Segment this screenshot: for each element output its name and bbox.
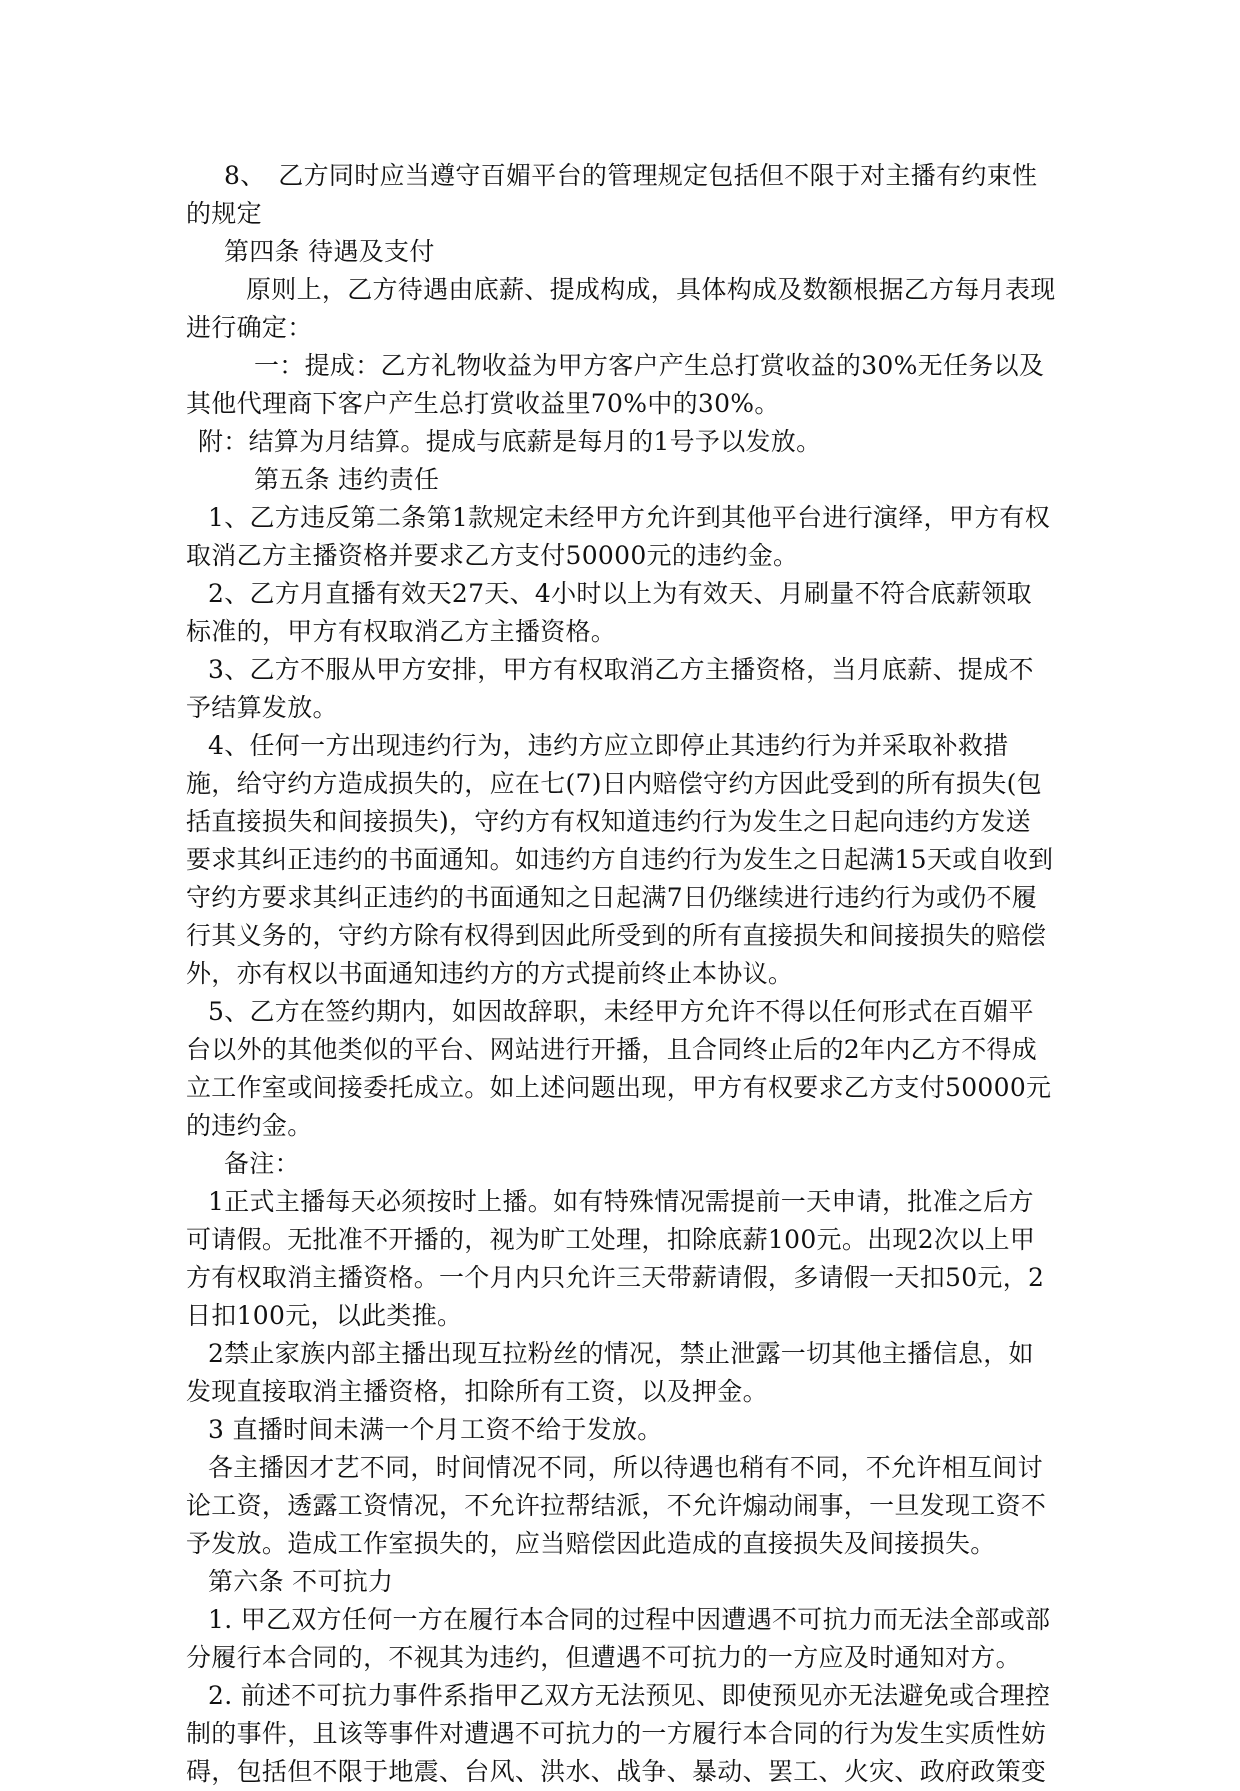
- article-4-commission-paragraph: 一：提成：乙方礼物收益为甲方客户产生总打赏收益的30%无任务以及其他代理商下客户产生总打赏收益里70%中的30%。: [186, 351, 1045, 418]
- article-5-item-4: 4、任何一方出现违约行为，违约方应立即停止其违约行为并采取补救措施，给守约方造成损失的，应在七(7)日内赔偿守约方因此受到的所有损失(包括直接损失和间接损失)，守约方有权知道违约行为发生之日起向违约方发送要求其纠正违约的书面通知。如违约方自违约行为发生之日起满15天或自收到守约方要求其纠正违约的书面通知之日起满7日仍继续进行违约行为或仍不履行其义务的，守约方除有权得到因此所受到的所有直接损失和间接损失的赔偿外，亦有权以书面通知违约方的方式提前终止本协议。: [186, 731, 1054, 988]
- document-body: [186, 157, 1056, 1791]
- article-5-item-3: 3、乙方不服从甲方安排，甲方有权取消乙方主播资格，当月底薪、提成不予结算发放。: [186, 655, 1034, 722]
- remark-2: 2禁止家族内部主播出现互拉粉丝的情况，禁止泄露一切其他主播信息，如发现直接取消主播资格，扣除所有工资，以及押金。: [186, 1339, 1034, 1406]
- article-6-heading: 第六条 不可抗力: [208, 1567, 394, 1596]
- remark-1: 1正式主播每天必须按时上播。如有特殊情况需提前一天申请，批准之后方可请假。无批准不开播的，视为旷工处理，扣除底薪100元。出现2次以上甲方有权取消主播资格。一个月内只允许三天带薪请假，多请假一天扣50元，2日扣100元，以此类推。: [186, 1187, 1045, 1330]
- article-6-item-1: 1. 甲乙双方任何一方在履行本合同的过程中因遭遇不可抗力而无法全部或部分履行本合同的，不视其为违约，但遭遇不可抗力的一方应及时通知对方。: [186, 1605, 1051, 1672]
- remark-3: 3 直播时间未满一个月工资不给于发放。: [208, 1415, 663, 1444]
- article-4-heading: 第四条 待遇及支付: [224, 237, 435, 266]
- article-6-item-2: 2. 前述不可抗力事件系指甲乙双方无法预见、即使预见亦无法避免或合理控制的事件，且该等事件对遭遇不可抗力的一方履行本合同的行为发生实质性妨碍，包括但不限于地震、台风、洪水、战争、暴动、罢工、火灾、政府政策变: [186, 1681, 1051, 1786]
- article-5-item-5: 5、乙方在签约期内，如因故辞职，未经甲方允许不得以任何形式在百媚平台以外的其他类似的平台、网站进行开播，且合同终止后的2年内乙方不得成立工作室或间接委托成立。如上述问题出现，甲方有权要求乙方支付50000元的违约金。: [186, 997, 1052, 1140]
- article-5-item-2: 2、乙方月直播有效天27天、4小时以上为有效天、月刷量不符合底薪领取标准的，甲方有权取消乙方主播资格。: [186, 579, 1032, 646]
- article-4-intro-paragraph: 原则上，乙方待遇由底薪、提成构成，具体构成及数额根据乙方每月表现进行确定：: [186, 275, 1056, 342]
- article-5-heading: 第五条 违约责任: [254, 465, 440, 494]
- remarks-heading: 备注：: [224, 1149, 300, 1178]
- article-4-settlement-note: 附：结算为月结算。提成与底薪是每月的1号予以发放。: [198, 427, 822, 456]
- remark-general-paragraph: 各主播因才艺不同，时间情况不同，所以待遇也稍有不同，不允许相互间讨论工资，透露工资情况，不允许拉帮结派，不允许煽动闹事，一旦发现工资不予发放。造成工作室损失的，应当赔偿因此造成的直接损失及间接损失。: [186, 1453, 1047, 1558]
- clause-8-paragraph: 8、 乙方同时应当遵守百媚平台的管理规定包括但不限于对主播有约束性的规定: [186, 161, 1038, 228]
- article-5-item-1: 1、乙方违反第二条第1款规定未经甲方允许到其他平台进行演绎，甲方有权取消乙方主播资格并要求乙方支付50000元的违约金。: [186, 503, 1051, 570]
